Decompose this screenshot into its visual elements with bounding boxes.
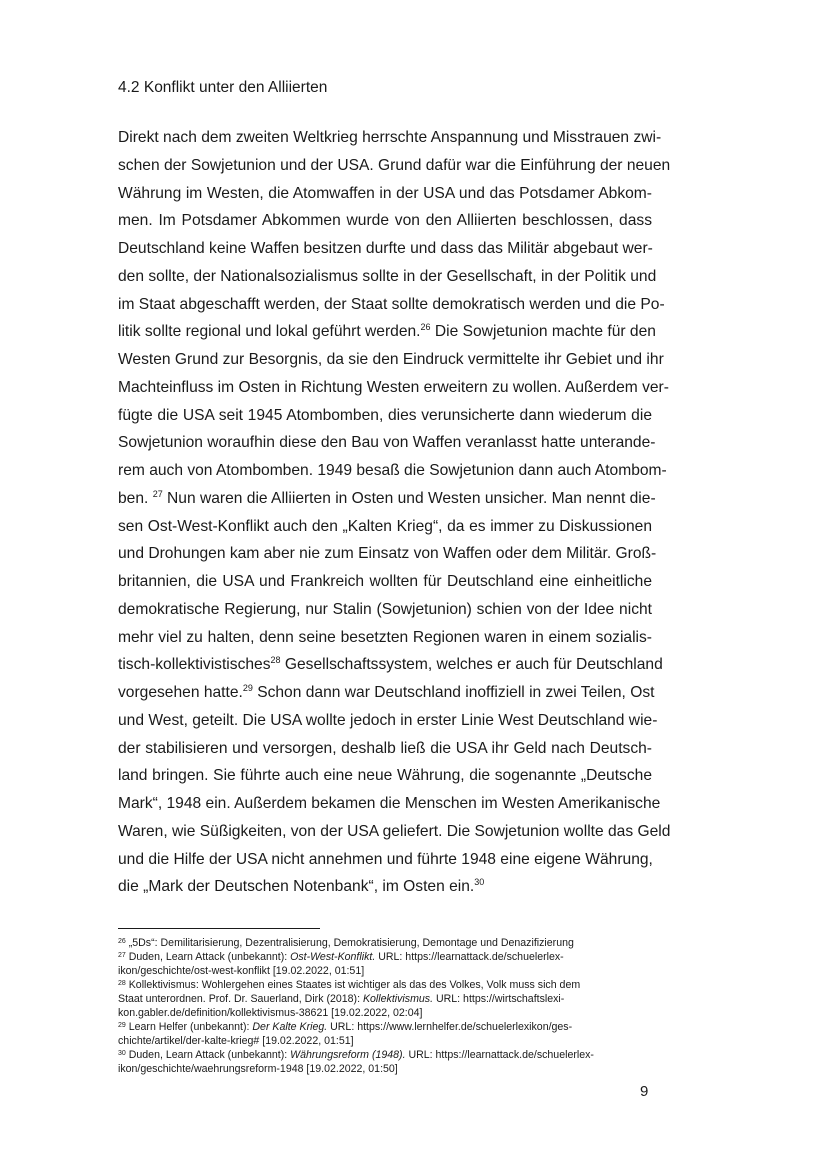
page-number: 9 [640,1083,649,1100]
footnote-number: 27 [118,952,126,959]
footnote-reference[interactable]: 27 [152,488,163,499]
footnote-reference[interactable]: 29 [242,683,253,693]
footnote-reference[interactable]: 28 [270,655,281,666]
body-line: ben. $^{27}$ Nun waren die Alliierten in Osten und Westen unsicher. Man nennt die- [118,488,656,507]
footnote-line: kon.gabler.de/definition/kollektivismus-38621 [19.02.2022, 02:04] [118,1007,423,1019]
body-line: Mark“, 1948 ein. Außerdem bekamen die Menschen im Westen Amerikanische [118,795,661,812]
footnote-reference[interactable]: 26 [420,322,431,333]
footnote-reference[interactable]: 30 [474,877,485,888]
body-line: Deutschland keine Waffen besitzen durfte und dass das Militär abgebaut wer- [118,240,653,257]
body-line: men. Im Potsdamer Abkommen wurde von den Alliierten beschlossen, dass [118,212,652,230]
footnote-line: $^{26}$ „5Ds“: Demilitarisierung, Dezentralisierung, Demokratisierung, Demontage und Denazifizierung [118,937,574,949]
footnote-title: Kollektivismus. [362,993,434,1005]
footnotes [118,936,658,1076]
body-line: mehr viel zu halten, denn seine besetzten Regionen waren in einem sozialis- [118,628,652,646]
body-line: rem auch von Atombomben. 1949 besaß die Sowjetunion dann auch Atombom- [118,462,667,479]
footnote-line: $^{29}$ Learn Helfer (unbekannt): Der Kalte Krieg. URL: https://www.lernhelfer.de/schuelerlexikon/ges- [118,1021,573,1033]
footnote-title: Währungsreform (1948). [290,1049,406,1061]
body-line: Westen Grund zur Besorgnis, da sie den Eindruck vermittelte ihr Gebiet und ihr [118,351,664,368]
footnote-line: ikon/geschichte/ost-west-konflikt [19.02.2022, 01:51] [118,965,365,977]
footnote-separator [118,928,320,929]
body-line: der stabilisieren und versorgen, deshalb ließ die USA ihr Geld nach Deutsch- [118,739,652,757]
body-line: die „Mark der Deutschen Notenbank“, im Osten ein.$^{30}$ [118,877,485,896]
body-line: sen Ost-West-Konflikt auch den „Kalten Krieg“, da es immer zu Diskussionen [118,517,652,535]
footnote-title: Ost-West-Konflikt. [290,951,376,963]
body-line: litik sollte regional und lokal geführt werden.$^{26}$ Die Sowjetunion machte für den [118,322,656,341]
body-line: demokratische Regierung, nur Stalin (Sowjetunion) schien von der Idee nicht [118,600,652,618]
body-line: Direkt nach dem zweiten Weltkrieg herrschte Anspannung und Misstrauen zwi- [118,129,662,146]
body-line: und Drohungen kam aber nie zum Einsatz von Waffen oder dem Militär. Groß- [118,545,657,563]
body-line: Machteinfluss im Osten in Richtung Westen erweitern zu wollen. Außerdem ver- [118,378,669,396]
body-line: Waren, wie Süßigkeiten, von der USA geliefert. Die Sowjetunion wollte das Geld [118,822,671,840]
footnote-line: ikon/geschichte/waehrungsreform-1948 [19.02.2022, 01:50] [118,1063,398,1075]
body-line: britannien, die USA und Frankreich wollten für Deutschland eine einheitliche [118,573,652,590]
section-heading: 4.2 Konflikt unter den Alliierten [118,79,328,96]
body-line: und die Hilfe der USA nicht annehmen und führte 1948 eine eigene Währung, [118,850,653,868]
footnote-title: Der Kalte Krieg. [252,1021,328,1033]
body-line: tisch-kollektivistisches$^{28}$ Gesellschaftssystem, welches er auch für Deutschland [118,655,663,674]
body-line: schen der Sowjetunion und der USA. Grund dafür war die Einführung der neuen [118,156,671,174]
footnote-line: chichte/artikel/der-kalte-krieg# [19.02.2022, 01:51] [118,1035,354,1047]
footnote-line: Staat unterordnen. Prof. Dr. Sauerland, Dirk (2018): Kollektivismus. URL: https://wirtschaftslexi- [118,993,565,1005]
body-line: vorgesehen hatte.$^{29}$ Schon dann war Deutschland inoffiziell in zwei Teilen, Ost [118,683,655,701]
body-line: den sollte, der Nationalsozialismus sollte in der Gesellschaft, in der Politik und [118,267,657,285]
footnote-line: $^{28}$ Kollektivismus: Wohlergehen eines Staates ist wichtiger als das des Volkes, Volk muss sich dem [118,979,581,991]
body-line: Sowjetunion woraufhin diese den Bau von Waffen veranlasst hatte unterande- [118,434,656,452]
body-line: und West, geteilt. Die USA wollte jedoch in erster Linie West Deutschland wie- [118,711,658,729]
body-line: land bringen. Sie führte auch eine neue Währung, die sogenannte „Deutsche [118,767,652,785]
footnote-number: 28 [118,980,126,987]
body-line: im Staat abgeschafft werden, der Staat sollte demokratisch werden und die Po- [118,295,665,313]
footnote-line: $^{27}$ Duden, Learn Attack (unbekannt): Ost-West-Konflikt. URL: https://learnattack.de/schuelerlex- [118,951,564,963]
body-paragraph [118,124,671,901]
footnote-line: $^{30}$ Duden, Learn Attack (unbekannt): Währungsreform (1948). URL: https://learnattack.de/schuelerlex- [118,1049,594,1061]
footnote-number: 26 [118,938,126,945]
footnote-number: 29 [118,1022,126,1029]
footnote-number: 30 [118,1050,126,1057]
body-line: fügte die USA seit 1945 Atombomben, dies verunsicherte dann wiederum die [118,406,652,424]
body-line: Währung im Westen, die Atomwaffen in der USA und das Potsdamer Abkom- [118,184,652,202]
